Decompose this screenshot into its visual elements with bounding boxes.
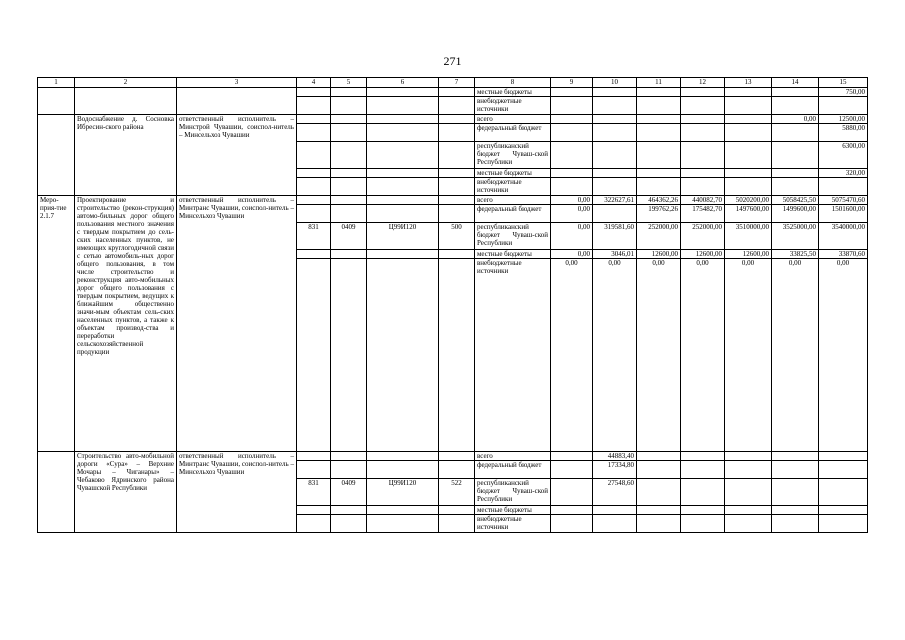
amount-cell: 3525000,00 [772, 223, 819, 250]
funding-source-label: местные бюджеты [475, 506, 551, 515]
funding-source-label: внебюджетные источники [475, 97, 551, 115]
executor-text: ответственный исполнитель – Минстрой Чувашии, соиспол-нитель – Минсельхоз Чувашии [177, 115, 297, 196]
funding-source-label: федеральный бюджет [475, 205, 551, 223]
amount-cell: 175482,70 [681, 205, 725, 223]
amount-cell: 750,00 [819, 88, 868, 97]
expense-type-code: 500 [439, 223, 475, 250]
amount-cell: 5880,00 [819, 124, 868, 142]
funding-source-label: всего [475, 452, 551, 461]
executor-text: ответственный исполнитель – Минтранс Чувашии, соиспол-нитель – Минсельхоз Чувашии [177, 196, 297, 452]
column-number: 10 [593, 78, 637, 88]
column-number: 11 [637, 78, 681, 88]
amount-cell: 5020200,00 [725, 196, 772, 205]
amount-cell: 3510000,00 [725, 223, 772, 250]
funding-source-label: внебюджетные источники [475, 178, 551, 196]
funding-source-label: федеральный бюджет [475, 124, 551, 142]
amount-cell: 0,00 [551, 205, 593, 223]
funding-source-label: местные бюджеты [475, 88, 551, 97]
funding-source-label: местные бюджеты [475, 169, 551, 178]
funding-source-label: республиканский бюджет Чуваш-ской Республики [475, 479, 551, 506]
column-number: 5 [331, 78, 367, 88]
amount-cell: 6300,00 [819, 142, 868, 169]
ministry-code: 831 [297, 479, 331, 506]
funding-source-label: всего [475, 115, 551, 124]
amount-cell: 1497600,00 [725, 205, 772, 223]
page-number: 271 [443, 54, 462, 68]
amount-cell: 319581,60 [593, 223, 637, 250]
funding-source-label: внебюджетные источники [475, 259, 551, 452]
amount-cell: 199762,26 [637, 205, 681, 223]
amount-cell: 1501600,00 [819, 205, 868, 223]
column-number: 8 [475, 78, 551, 88]
funding-source-label: республиканский бюджет Чуваш-ской Республики [475, 142, 551, 169]
amount-cell: 1499600,00 [772, 205, 819, 223]
amount-cell: 0,00 [593, 259, 637, 452]
amount-cell: 0,00 [551, 259, 593, 452]
amount-cell [593, 205, 637, 223]
amount-cell: 0,00 [681, 259, 725, 452]
table-row [38, 88, 868, 97]
amount-cell: 44883,40 [593, 452, 637, 461]
budget-table [37, 77, 868, 533]
object-name: Водоснабжение д. Сосновка Ибресин-ского района [75, 115, 177, 196]
column-number: 6 [367, 78, 439, 88]
amount-cell: 322627,61 [593, 196, 637, 205]
object-name: Проектирование и строительство (рекон-струкция) автомо-бильных дорог общего пользования местного значения с твердым покрытием до сель-ских населенных пунктов, не имеющих круглогодичной связи с сетью автомобиль-ных дорог общего пользования, в том числе строительство и реконструкция авто-мобильных дорог общего пользования с твердым покрытием, ведущих к ближайшим общественно значи-мым объектам сель-ских населенных пунктов, а также к объектам производ-ства и переработки сельскохозяйственной продукции [75, 196, 177, 452]
amount-cell: 0,00 [772, 259, 819, 452]
amount-cell: 12600,00 [637, 250, 681, 259]
column-number: 12 [681, 78, 725, 88]
column-number: 2 [75, 78, 177, 88]
amount-cell: 440082,70 [681, 196, 725, 205]
amount-cell: 12600,00 [681, 250, 725, 259]
column-number: 3 [177, 78, 297, 88]
section-code: 0409 [331, 479, 367, 506]
funding-source-label: местные бюджеты [475, 250, 551, 259]
funding-source-label: внебюджетные источники [475, 515, 551, 533]
amount-cell: 3540000,00 [819, 223, 868, 250]
executor-text: ответственный исполнитель – Минтранс Чувашии, соиспол-нитель – Минсельхоз Чувашии [177, 452, 297, 533]
table-row [38, 452, 868, 461]
amount-cell: 5075470,60 [819, 196, 868, 205]
amount-cell: 0,00 [819, 259, 868, 452]
amount-cell: 0,00 [637, 259, 681, 452]
table-row [38, 115, 868, 124]
amount-cell: 27548,60 [593, 479, 637, 506]
amount-cell: 464362,26 [637, 196, 681, 205]
expense-type-code: 522 [439, 479, 475, 506]
target-code: Ц99И120 [367, 479, 439, 506]
column-number: 13 [725, 78, 772, 88]
amount-cell: 0,00 [551, 250, 593, 259]
amount-cell: 252000,00 [637, 223, 681, 250]
amount-cell: 12500,00 [819, 115, 868, 124]
table-row [38, 196, 868, 205]
column-number: 7 [439, 78, 475, 88]
funding-source-label: всего [475, 196, 551, 205]
measure-label: Меро-прия-тие 2.1.7 [38, 196, 75, 452]
amount-cell: 5058425,50 [772, 196, 819, 205]
amount-cell: 0,00 [772, 115, 819, 124]
column-number: 14 [772, 78, 819, 88]
column-number: 1 [38, 78, 75, 88]
amount-cell: 12600,00 [725, 250, 772, 259]
funding-source-label: федеральный бюджет [475, 461, 551, 479]
section-code: 0409 [331, 223, 367, 250]
column-number: 15 [819, 78, 868, 88]
funding-source-label: республиканский бюджет Чуваш-ской Республики [475, 223, 551, 250]
ministry-code: 831 [297, 223, 331, 250]
amount-cell: 33825,50 [772, 250, 819, 259]
amount-cell: 0,00 [725, 259, 772, 452]
column-number-row [38, 78, 868, 88]
column-number: 9 [551, 78, 593, 88]
amount-cell: 33870,60 [819, 250, 868, 259]
column-number: 4 [297, 78, 331, 88]
amount-cell: 3046,01 [593, 250, 637, 259]
target-code: Ц99И120 [367, 223, 439, 250]
amount-cell: 252000,00 [681, 223, 725, 250]
object-name: Строительство авто-мобильной дороги «Сура» – Верхние Мочары – Чиганары» – Чебаково Ядринского района Чувашской Республики [75, 452, 177, 533]
amount-cell: 0,00 [551, 196, 593, 205]
amount-cell: 320,00 [819, 169, 868, 178]
amount-cell: 0,00 [551, 223, 593, 250]
amount-cell: 17334,80 [593, 461, 637, 479]
